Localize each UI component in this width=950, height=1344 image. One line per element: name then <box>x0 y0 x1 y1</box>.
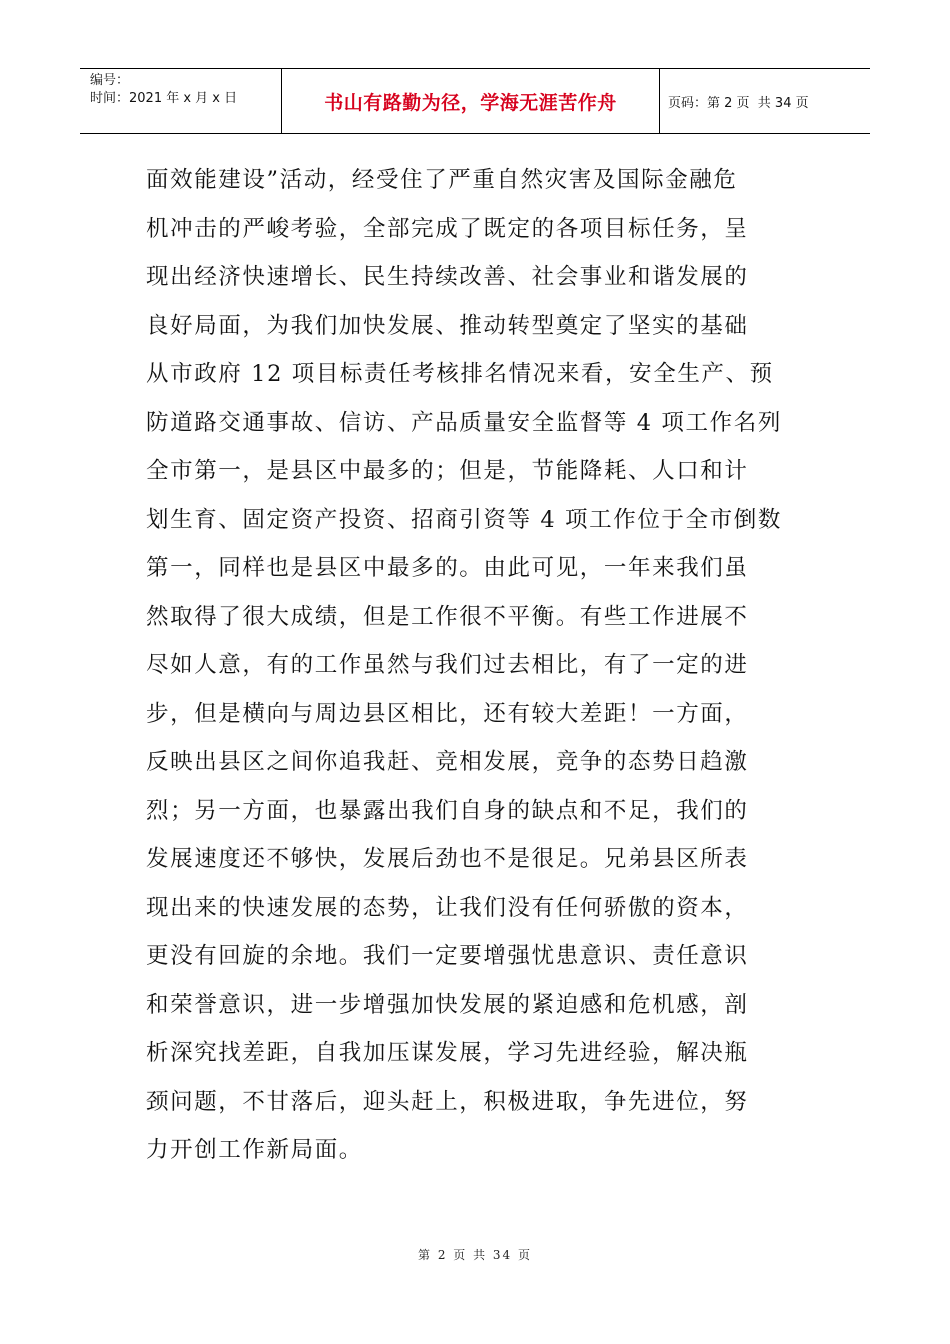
body-line: 力开创工作新局面。 <box>146 1137 363 1163</box>
body-line: 更没有回旋的余地。我们一定要增强忧患意识、责任意识 <box>146 943 749 969</box>
body-line: 步，但是横向与周边县区相比，还有较大差距！一方面， <box>146 700 749 727</box>
body-line: 机冲击的严峻考验，全部完成了既定的各项目标任务，呈 <box>146 215 749 242</box>
body-line: 析深究找差距，自我加压谋发展，学习先进经验，解决瓶 <box>146 1040 749 1066</box>
body-line: 防道路交通事故、信访、产品质量安全监督等 4 项工作名列 <box>146 409 782 436</box>
body-line: 尽如人意，有的工作虽然与我们过去相比，有了一定的进 <box>146 652 749 678</box>
header-motto-cell <box>282 69 660 133</box>
header-meta-cell <box>80 69 282 133</box>
body-line: 发展速度还不够快，发展后劲也不是很足。兄弟县区所表 <box>146 846 749 872</box>
body-line: 面效能建设”活动，经受住了严重自然灾害及国际金融危 <box>146 167 738 193</box>
body-text <box>146 156 812 1175</box>
body-line: 现出经济快速增长、民生持续改善、社会事业和谐发展的 <box>146 264 749 290</box>
body-line: 和荣誉意识，进一步增强加快发展的紧迫感和危机感，剖 <box>146 991 749 1018</box>
body-line: 划生育、固定资产投资、招商引资等 4 项工作位于全市倒数 <box>146 506 782 533</box>
body-line: 颈问题，不甘落后，迎头赶上，积极进取，争先进位，努 <box>146 1088 749 1115</box>
page-header-table <box>80 68 870 134</box>
header-page-cell <box>660 69 870 133</box>
body-line: 全市第一，是县区中最多的；但是，节能降耗、人口和计 <box>146 458 749 484</box>
header-page-info: 页码：第 2 页 共 34 页 <box>668 95 809 111</box>
page-footer <box>0 1246 950 1263</box>
body-line: 第一，同样也是县区中最多的。由此可见，一年来我们虽 <box>146 555 749 581</box>
footer-page-number: 第 2 页 共 34 页 <box>418 1248 532 1262</box>
body-line: 现出来的快速发展的态势，让我们没有任何骄傲的资本， <box>146 894 749 921</box>
header-motto: 书山有路勤为径，学海无涯苦作舟 <box>324 91 617 114</box>
body-line: 然取得了很大成绩，但是工作很不平衡。有些工作进展不 <box>146 603 749 630</box>
document-number-label: 编号： <box>90 73 130 88</box>
document-time-label: 时间：2021 年 x 月 x 日 <box>90 91 238 106</box>
body-line: 良好局面，为我们加快发展、推动转型奠定了坚实的基础 <box>146 312 749 339</box>
body-line: 反映出县区之间你追我赶、竞相发展，竞争的态势日趋激 <box>146 749 749 775</box>
body-line: 从市政府 12 项目标责任考核排名情况来看，安全生产、预 <box>146 361 774 387</box>
body-line: 烈；另一方面，也暴露出我们自身的缺点和不足，我们的 <box>146 797 749 824</box>
